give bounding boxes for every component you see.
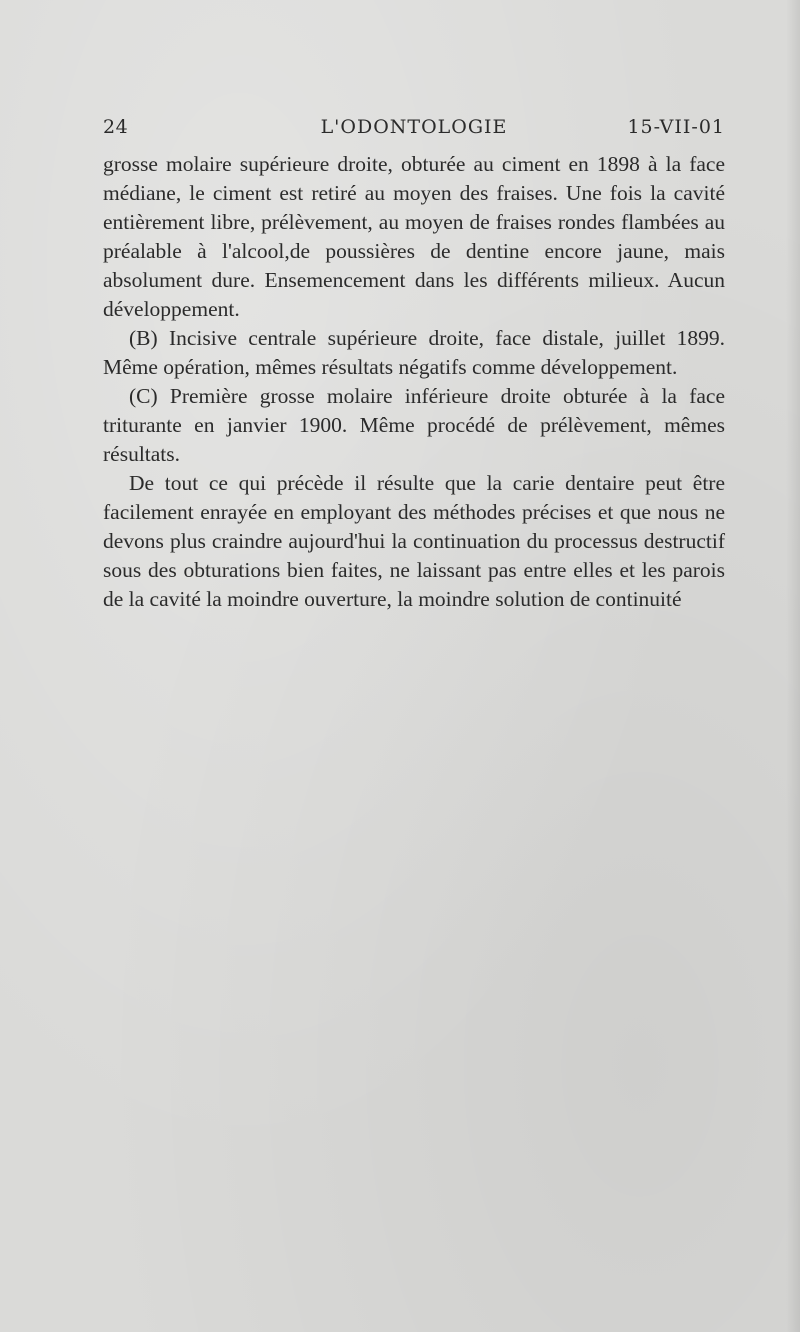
paragraph-case-b: (B) Incisive centrale supérieure droite, face distale, juillet 1899. Même opération, mêmes résultats négatifs comme développement. — [103, 326, 725, 379]
page-number: 24 — [103, 116, 129, 138]
journal-title: L'ODONTOLOGIE — [320, 116, 508, 138]
paragraph-case-c: (C) Première grosse molaire inférieure droite obturée à la face triturante en janvier 1900. Même procédé de prélèvement, mêmes résultats. — [103, 384, 725, 466]
body-text — [103, 150, 725, 614]
running-header — [103, 116, 725, 146]
page-edge-shadow — [786, 0, 800, 1332]
paragraph-conclusion: De tout ce qui précède il résulte que la carie dentaire peut être facilement enrayée en employant des méthodes précises et que nous ne devons plus craindre aujourd'hui la continuation du processus destructif sous des obturations bien faites, ne laissant pas entre elles et les parois de la cavité la moindre ouverture, la moindre solution de continuité — [103, 471, 725, 611]
issue-date: 15-VII-01 — [627, 116, 725, 138]
paragraph-continuation: grosse molaire supérieure droite, obturée au ciment en 1898 à la face médiane, le ciment est retiré au moyen des fraises. Une fois la cavité entièrement libre, prélèvement, au moyen de fraises rondes flambées au préalable à l'alcool,de poussières de dentine encore jaune, mais absolument dure. Ensemencement dans les différents milieux. Aucun développement. — [103, 152, 725, 321]
